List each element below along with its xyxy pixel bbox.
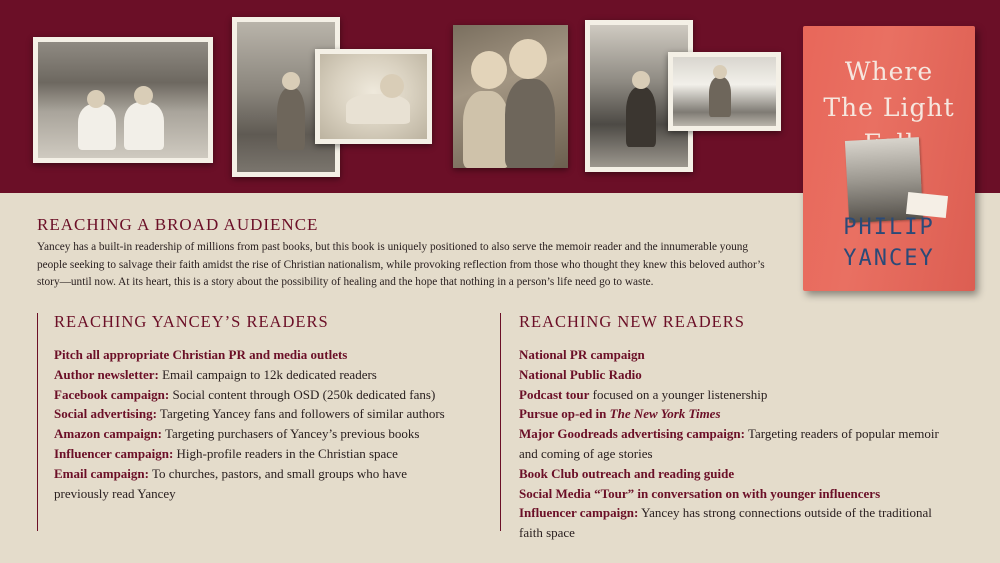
list-item: Facebook campaign: Social content through OSD (250k dedicated fans) <box>54 386 436 402</box>
list-item: Major Goodreads advertising campaign: Targeting readers of popular memoir and coming of age stories <box>519 426 939 461</box>
list-item: Podcast tour focused on a younger listenership <box>519 386 768 402</box>
book-author-first: PHILIP <box>843 215 935 240</box>
left-column-divider <box>37 313 38 531</box>
main-heading: REACHING A BROAD AUDIENCE <box>37 215 319 234</box>
new-readers-list <box>519 345 959 543</box>
list-item: Influencer campaign: Yancey has strong connections outside of the traditional faith space <box>519 505 932 541</box>
book-cover <box>803 26 975 291</box>
family-photo-3 <box>315 49 432 144</box>
list-item: Social Media “Tour” in conversation on with younger influencers <box>519 485 881 501</box>
family-photo-4 <box>453 25 568 168</box>
list-item: Social advertising: Targeting Yancey fans and followers of similar authors <box>54 406 445 422</box>
list-item: Email campaign: To churches, pastors, and small groups who have previously read Yancey <box>54 465 408 501</box>
new-readers-heading: REACHING NEW READERS <box>519 312 745 331</box>
yancey-readers-heading: REACHING YANCEY’S READERS <box>54 312 329 331</box>
list-item: Pursue op-ed in The New York Times <box>519 406 721 422</box>
center-column-divider <box>500 313 501 531</box>
family-photo-1 <box>33 37 213 163</box>
list-item: National Public Radio <box>519 366 642 382</box>
list-item: Book Club outreach and reading guide <box>519 465 735 481</box>
new-readers-column <box>519 312 959 543</box>
book-author <box>803 212 975 274</box>
yancey-readers-list <box>54 345 494 503</box>
intro-paragraph: Yancey has a built-in readership of millions from past books, but this book is uniquely positioned to also serve the memoir reader and the innumerable young people seeking to salvage their faith amidst the rise of Christian nationalism, while provoking reflection from those who thought they knew this beloved author’s story—until now. At its heart, this is a story about the possibility of healing and the hope that nothing in a person’s life need go to waste. <box>37 241 765 288</box>
list-item: Influencer campaign: High-profile readers in the Christian space <box>54 445 398 461</box>
list-item: Pitch all appropriate Christian PR and media outlets <box>54 347 348 362</box>
book-author-last: YANCEY <box>843 246 935 271</box>
book-title: Where The Light <box>823 57 955 122</box>
list-item: Author newsletter: Email campaign to 12k dedicated readers <box>54 366 377 382</box>
list-item: Amazon campaign: Targeting purchasers of Yancey’s previous books <box>54 426 420 442</box>
list-item: National PR campaign <box>519 347 645 362</box>
yancey-readers-column <box>54 312 494 503</box>
family-photo-6 <box>668 52 781 131</box>
